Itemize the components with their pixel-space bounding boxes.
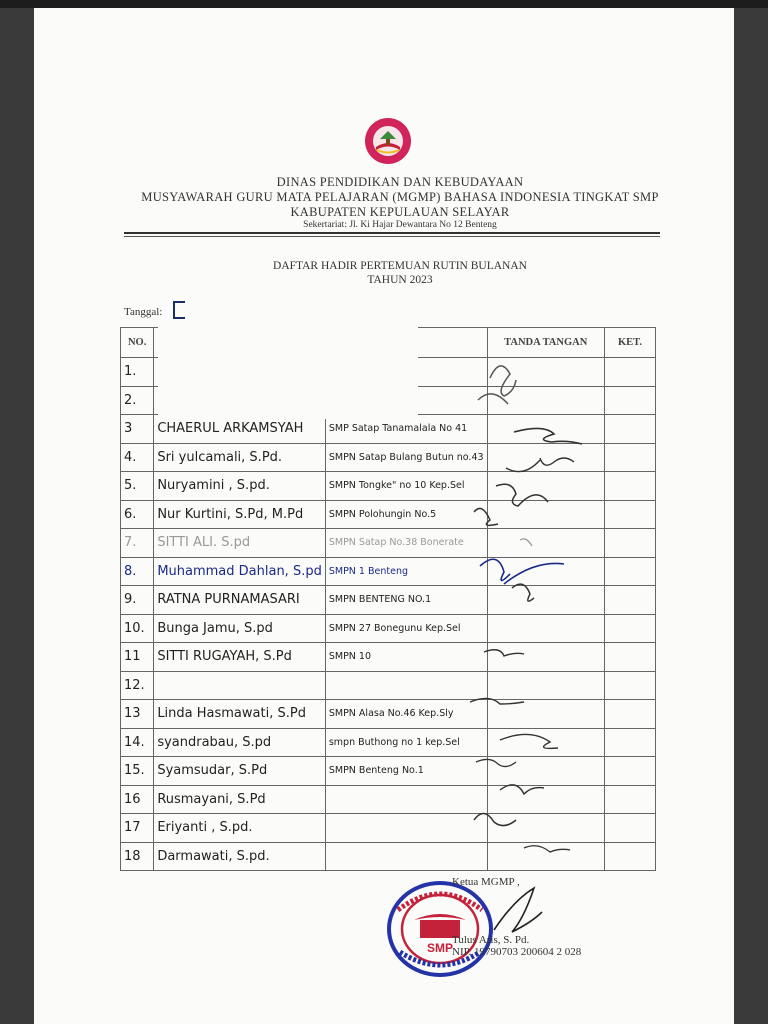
ket-cell [604,842,655,871]
document-year: TAHUN 2023 [367,274,433,286]
ket-cell [604,614,655,643]
signature-cell [487,785,604,814]
tanggal-label: Tanggal: [124,306,163,318]
header-line-1: DINAS PENDIDIKAN DAN KEBUDAYAAN [276,175,524,189]
ket-cell [604,557,655,586]
row-number: 16 [121,785,154,814]
participant-school: SMPN Tongke" no 10 Kep.Sel [325,472,487,501]
signature-cell [487,415,604,444]
participant-name: Nur Kurtini, S.Pd, M.Pd [154,500,326,529]
header-address: Sekertariat: Jl. Ki Hajar Dewantara No 12 Benteng [303,220,497,230]
mgmp-logo-icon [364,117,412,165]
ket-cell [604,529,655,558]
signature-cell [487,586,604,615]
row-number: 3 [121,415,154,444]
ket-cell [604,643,655,672]
table-row [121,614,656,643]
participant-school: SMPN Alasa No.46 Kep.Sly [325,700,487,729]
table-row [121,557,656,586]
participant-name: SITTI RUGAYAH, S.Pd [154,643,326,672]
participant-school: SMPN Satap Bulang Butun no.43 [325,443,487,472]
row-number: 17 [121,814,154,843]
table-row [121,500,656,529]
participant-name: SITTI ALI. S.pd [154,529,326,558]
signature-cell [487,443,604,472]
participant-school [325,785,487,814]
participant-school [325,814,487,843]
row-number: 14. [121,728,154,757]
signature-cell [487,671,604,700]
signatory-name: Tulus Aris, S. Pd. [452,934,530,946]
participant-name [154,671,326,700]
table-row [121,643,656,672]
svg-text:SMP: SMP [426,941,454,955]
ket-cell [604,671,655,700]
redacted-area [158,327,418,419]
header-signature: TANDA TANGAN [487,328,604,358]
ket-cell [604,472,655,501]
header-ket: KET. [604,328,655,358]
table-row [121,671,656,700]
participant-school: SMPN Polohungin No.5 [325,500,487,529]
row-number: 5. [121,472,154,501]
header-no: NO. [121,328,154,358]
participant-name: Syamsudar, S.Pd [154,757,326,786]
row-number: 6. [121,500,154,529]
table-row [121,472,656,501]
participant-school: SMPN Benteng No.1 [325,757,487,786]
table-row [121,814,656,843]
row-number: 13 [121,700,154,729]
row-number: 1. [121,358,154,387]
header-rule-thin [124,236,660,237]
signature-cell [487,842,604,871]
participant-name: Darmawati, S.pd. [154,842,326,871]
participant-school [325,842,487,871]
participant-school: SMPN BENTENG NO.1 [325,586,487,615]
signature-cell [487,814,604,843]
participant-school: SMPN 27 Bonegunu Kep.Sel [325,614,487,643]
table-row [121,700,656,729]
signature-cell [487,358,604,387]
participant-name: Nuryamini , S.pd. [154,472,326,501]
table-row [121,529,656,558]
ket-cell [604,700,655,729]
participant-school: SMP Satap Tanamalala No 41 [325,415,487,444]
ket-cell [604,728,655,757]
signature-cell [487,557,604,586]
table-row [121,443,656,472]
participant-name: Sri yulcamali, S.Pd. [154,443,326,472]
ket-cell [604,500,655,529]
row-number: 11 [121,643,154,672]
row-number: 4. [121,443,154,472]
row-number: 7. [121,529,154,558]
signature-cell [487,614,604,643]
participant-name: Eriyanti , S.pd. [154,814,326,843]
participant-school: SMPN 1 Benteng [325,557,487,586]
tanggal-field [173,301,185,319]
header-line-2: MUSYAWARAH GURU MATA PELAJARAN (MGMP) BAHASA INDONESIA TINGKAT SMP [141,190,659,204]
signature-cell [487,643,604,672]
participant-name: Rusmayani, S.Pd [154,785,326,814]
signature-cell [487,529,604,558]
participant-name: CHAERUL ARKAMSYAH [154,415,326,444]
document-title: DAFTAR HADIR PERTEMUAN RUTIN BULANAN [273,260,527,272]
participant-name: syandrabau, S.pd [154,728,326,757]
ket-cell [604,358,655,387]
ket-cell [604,586,655,615]
table-row [121,842,656,871]
participant-name: Linda Hasmawati, S.Pd [154,700,326,729]
signature-cell [487,700,604,729]
header-line-3: KABUPATEN KEPULAUAN SELAYAR [290,205,510,219]
table-row [121,785,656,814]
participant-school: SMPN Satap No.38 Bonerate [325,529,487,558]
signatory-nip: NIP. 19790703 200604 2 028 [452,946,582,958]
table-row [121,586,656,615]
table-row [121,728,656,757]
row-number: 2. [121,386,154,415]
row-number: 15. [121,757,154,786]
signature-cell [487,500,604,529]
participant-name: RATNA PURNAMASARI [154,586,326,615]
participant-school: SMPN 10 [325,643,487,672]
ket-cell [604,443,655,472]
ket-cell [604,415,655,444]
row-number: 10. [121,614,154,643]
signature-cell [487,728,604,757]
row-number: 9. [121,586,154,615]
ket-cell [604,386,655,415]
row-number: 12. [121,671,154,700]
participant-name: Muhammad Dahlan, S.pd [154,557,326,586]
table-row [121,757,656,786]
signature-cell [487,472,604,501]
signatory-role: Ketua MGMP , [452,876,520,888]
ket-cell [604,814,655,843]
row-number: 8. [121,557,154,586]
signature-cell [487,757,604,786]
header-rule [124,232,660,234]
signature-cell [487,386,604,415]
participant-name: Bunga Jamu, S.pd [154,614,326,643]
participant-school [325,671,487,700]
participant-school: smpn Buthong no 1 kep.Sel [325,728,487,757]
ket-cell [604,757,655,786]
row-number: 18 [121,842,154,871]
ket-cell [604,785,655,814]
mgmp-stamp-icon [386,880,494,978]
dark-background-strip [0,0,768,8]
